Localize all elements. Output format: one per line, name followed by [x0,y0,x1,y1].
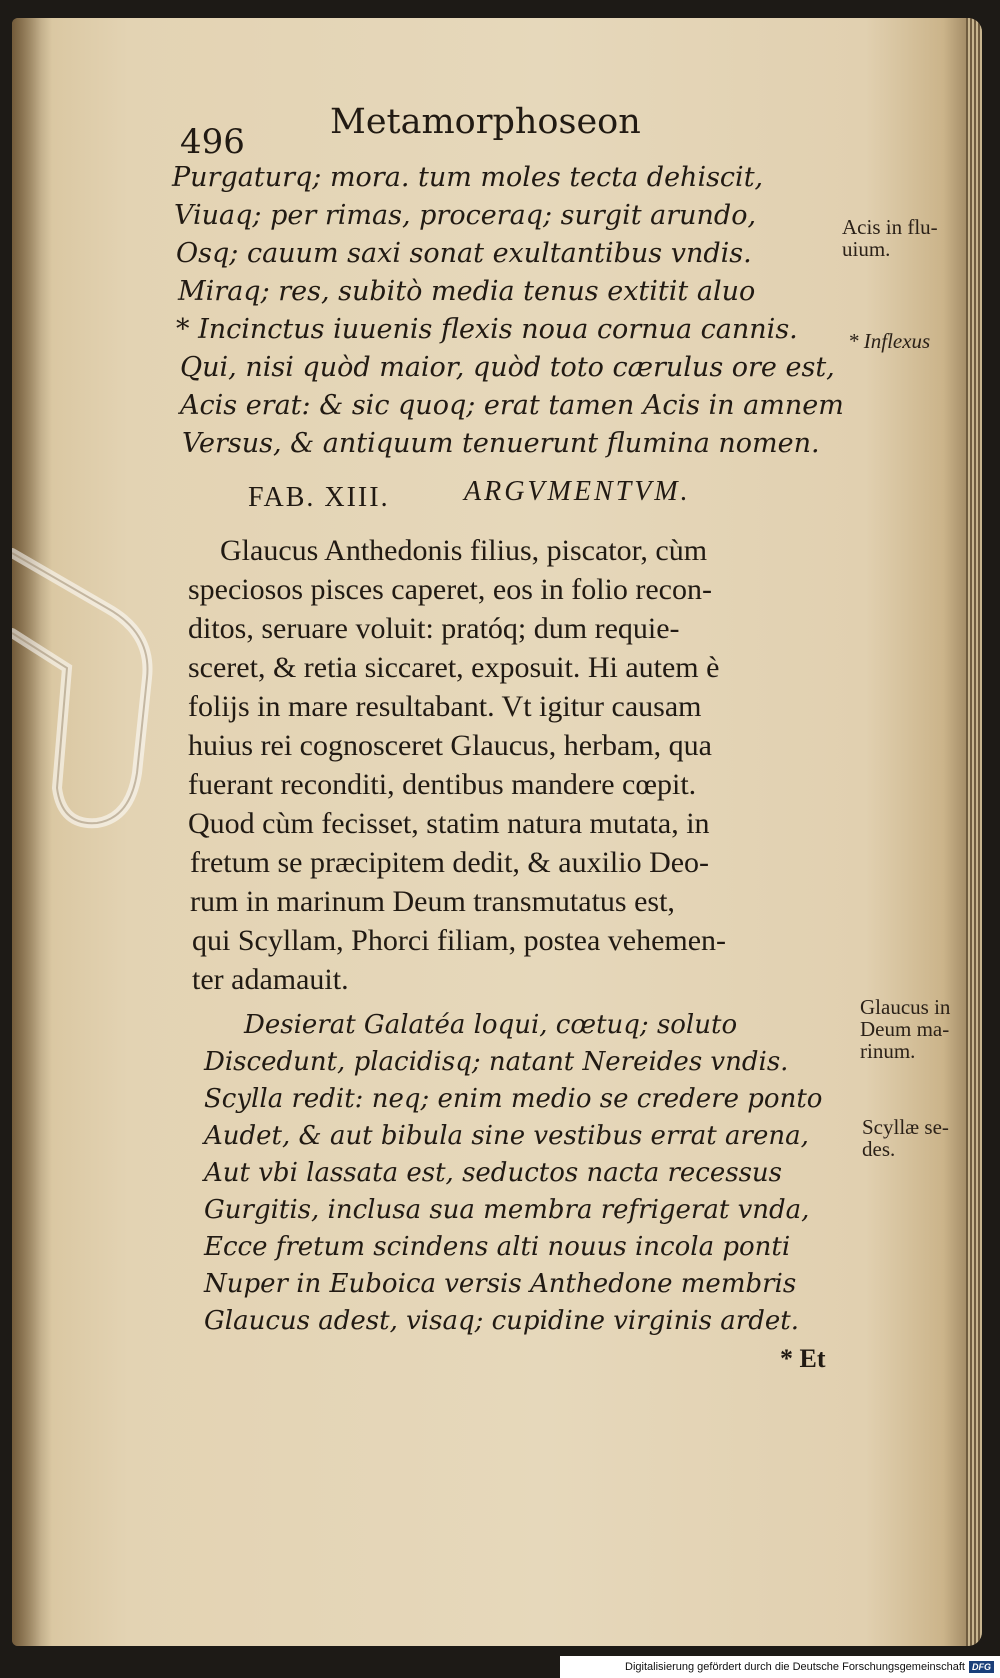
verse-line: Glaucus adest, visaq; cupidine virginis ardet. [204,1306,799,1336]
verse-line: Desierat Galatéa loqui, cœtuq; soluto [244,1010,738,1040]
margin-note-glaucus [860,996,950,1062]
verse-line: Aut vbi lassata est, seductos nacta recessus [204,1158,783,1188]
margin-note-line: Deum ma- [860,1017,950,1041]
margin-note-acis [842,216,938,260]
dfg-logo: DFG [969,1661,994,1673]
argument-line: qui Scyllam, Phorci filiam, postea vehemen- [192,924,727,957]
argument-line: ditos, seruare voluit: pratóq; dum requie- [188,612,680,645]
argument-line: fuerant reconditi, dentibus mandere cœpit. [188,768,697,801]
paper-clip-graphic [12,538,162,838]
verse-line: Gurgitis, inclusa sua membra refrigerat vnda, [204,1195,810,1225]
argument-line: speciosos pisces caperet, eos in folio recon- [188,573,712,606]
catchword: * Et [780,1344,826,1373]
margin-note-scylla [862,1116,949,1160]
margin-note-line: Scyllæ se- [862,1115,949,1139]
margin-note-line: Glaucus in [860,995,951,1019]
verse-line: Qui, nisi quòd maior, quòd toto cærulus ore est, [180,352,835,383]
argument-line: folijs in mare resultabant. Vt igitur causam [188,690,702,723]
verse-line: Nuper in Euboica versis Anthedone membris [204,1269,797,1299]
argument-line: sceret, & retia siccaret, exposuit. Hi autem è [188,651,720,684]
margin-note-line: rinum. [860,1039,916,1063]
argument-line: ter adamauit. [192,963,349,996]
book-page [12,18,982,1646]
verse-line: Discedunt, placidisq; natant Nereides vndis. [204,1047,789,1077]
argument-line: huius rei cognosceret Glaucus, herbam, qua [188,729,712,762]
argument-line: Quod cùm fecisset, statim natura mutata, in [188,807,710,840]
page-number: 496 [180,122,245,162]
margin-note-inflexus: * Inflexus [848,329,931,353]
footer-credit: Digitalisierung gefördert durch die Deutsche Forschungsgemeinschaft [625,1661,965,1673]
fable-number: FAB. XIII. [248,482,390,513]
verse-line: Acis erat: & sic quoq; erat tamen Acis in amnem [180,390,844,421]
verse-line: Purgaturq; mora. tum moles tecta dehiscit, [172,162,764,193]
page-fore-edge [966,18,982,1646]
margin-note-line: Acis in flu- [842,215,938,239]
verse-line: Versus, & antiquum tenuerunt flumina nomen. [182,428,820,459]
digitization-footer [560,1656,1000,1678]
margin-note-line: uium. [842,237,891,261]
verse-line: * Incinctus iuuenis flexis noua cornua cannis. [176,314,798,345]
running-title: Metamorphoseon [330,102,641,142]
margin-note-line: des. [862,1137,896,1161]
verse-line: Scylla redit: neq; enim medio se credere ponto [204,1084,823,1114]
verse-line: Audet, & aut bibula sine vestibus errat arena, [204,1121,809,1151]
verse-line: Miraq; res, subitò media tenus extitit aluo [178,276,756,307]
argument-line: fretum se præcipitem dedit, & auxilio Deo- [190,846,710,879]
argument-line: rum in marinum Deum transmutatus est, [190,885,675,918]
verse-line: Ecce fretum scindens alti nouus incola ponti [204,1232,791,1262]
argument-line: Glaucus Anthedonis filius, piscator, cùm [220,534,708,567]
verse-line: Viuaq; per rimas, proceraq; surgit arundo, [174,200,757,231]
verse-line: Osq; cauum saxi sonat exultantibus vndis. [176,238,752,269]
argumentum-heading: ARGVMENTVM. [464,476,691,507]
